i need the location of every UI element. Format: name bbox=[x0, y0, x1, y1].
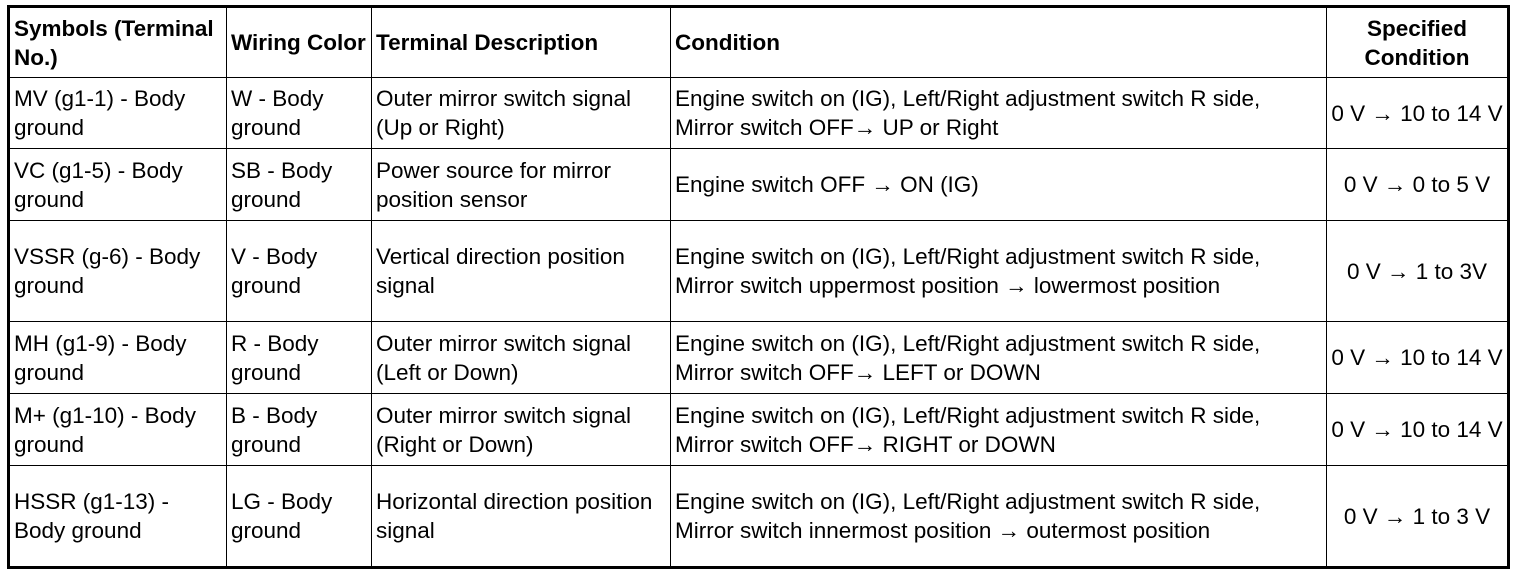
cell-wiring-color: LG - Body ground bbox=[227, 466, 372, 568]
cell-wiring-color: B - Body ground bbox=[227, 394, 372, 466]
table-row bbox=[9, 78, 1509, 149]
cell-wiring-color: R - Body ground bbox=[227, 322, 372, 394]
cell-wiring-color: W - Body ground bbox=[227, 78, 372, 149]
cell-description: Vertical direction position signal bbox=[372, 221, 671, 322]
terminal-spec-table bbox=[7, 5, 1510, 569]
header-terminal-description: Terminal Description bbox=[372, 7, 671, 78]
header-condition: Condition bbox=[671, 7, 1327, 78]
cell-description: Power source for mirror position sensor bbox=[372, 149, 671, 221]
table-row bbox=[9, 466, 1509, 568]
table-row bbox=[9, 149, 1509, 221]
cell-specified-condition: 0 V → 1 to 3 V bbox=[1327, 466, 1509, 568]
cell-specified-condition: 0 V → 0 to 5 V bbox=[1327, 149, 1509, 221]
cell-condition: Engine switch on (IG), Left/Right adjustment switch R side, Mirror switch innermost position → outermost position bbox=[671, 466, 1327, 568]
cell-condition: Engine switch OFF → ON (IG) bbox=[671, 149, 1327, 221]
cell-specified-condition: 0 V → 1 to 3V bbox=[1327, 221, 1509, 322]
cell-wiring-color: SB - Body ground bbox=[227, 149, 372, 221]
cell-specified-condition: 0 V → 10 to 14 V bbox=[1327, 322, 1509, 394]
cell-description: Horizontal direction position signal bbox=[372, 466, 671, 568]
cell-symbol: MV (g1-1) - Body ground bbox=[9, 78, 227, 149]
cell-condition: Engine switch on (IG), Left/Right adjustment switch R side, Mirror switch OFF→ LEFT or DOWN bbox=[671, 322, 1327, 394]
cell-symbol: VC (g1-5) - Body ground bbox=[9, 149, 227, 221]
cell-specified-condition: 0 V → 10 to 14 V bbox=[1327, 394, 1509, 466]
cell-condition: Engine switch on (IG), Left/Right adjustment switch R side, Mirror switch OFF→ RIGHT or DOWN bbox=[671, 394, 1327, 466]
table-row bbox=[9, 322, 1509, 394]
cell-description: Outer mirror switch signal (Right or Down) bbox=[372, 394, 671, 466]
header-specified-condition: Specified Condition bbox=[1327, 7, 1509, 78]
cell-symbol: HSSR (g1-13) - Body ground bbox=[9, 466, 227, 568]
table-row bbox=[9, 221, 1509, 322]
cell-description: Outer mirror switch signal (Left or Down) bbox=[372, 322, 671, 394]
table-row bbox=[9, 394, 1509, 466]
cell-condition: Engine switch on (IG), Left/Right adjustment switch R side, Mirror switch uppermost position → lowermost position bbox=[671, 221, 1327, 322]
cell-symbol: M+ (g1-10) - Body ground bbox=[9, 394, 227, 466]
cell-condition: Engine switch on (IG), Left/Right adjustment switch R side, Mirror switch OFF→ UP or Right bbox=[671, 78, 1327, 149]
cell-symbol: MH (g1-9) - Body ground bbox=[9, 322, 227, 394]
header-symbols: Symbols (Terminal No.) bbox=[9, 7, 227, 78]
cell-description: Outer mirror switch signal (Up or Right) bbox=[372, 78, 671, 149]
cell-symbol: VSSR (g-6) - Body ground bbox=[9, 221, 227, 322]
cell-wiring-color: V - Body ground bbox=[227, 221, 372, 322]
terminal-spec-sheet bbox=[7, 5, 1510, 569]
header-wiring-color: Wiring Color bbox=[227, 7, 372, 78]
table-header-row bbox=[9, 7, 1509, 78]
cell-specified-condition: 0 V → 10 to 14 V bbox=[1327, 78, 1509, 149]
